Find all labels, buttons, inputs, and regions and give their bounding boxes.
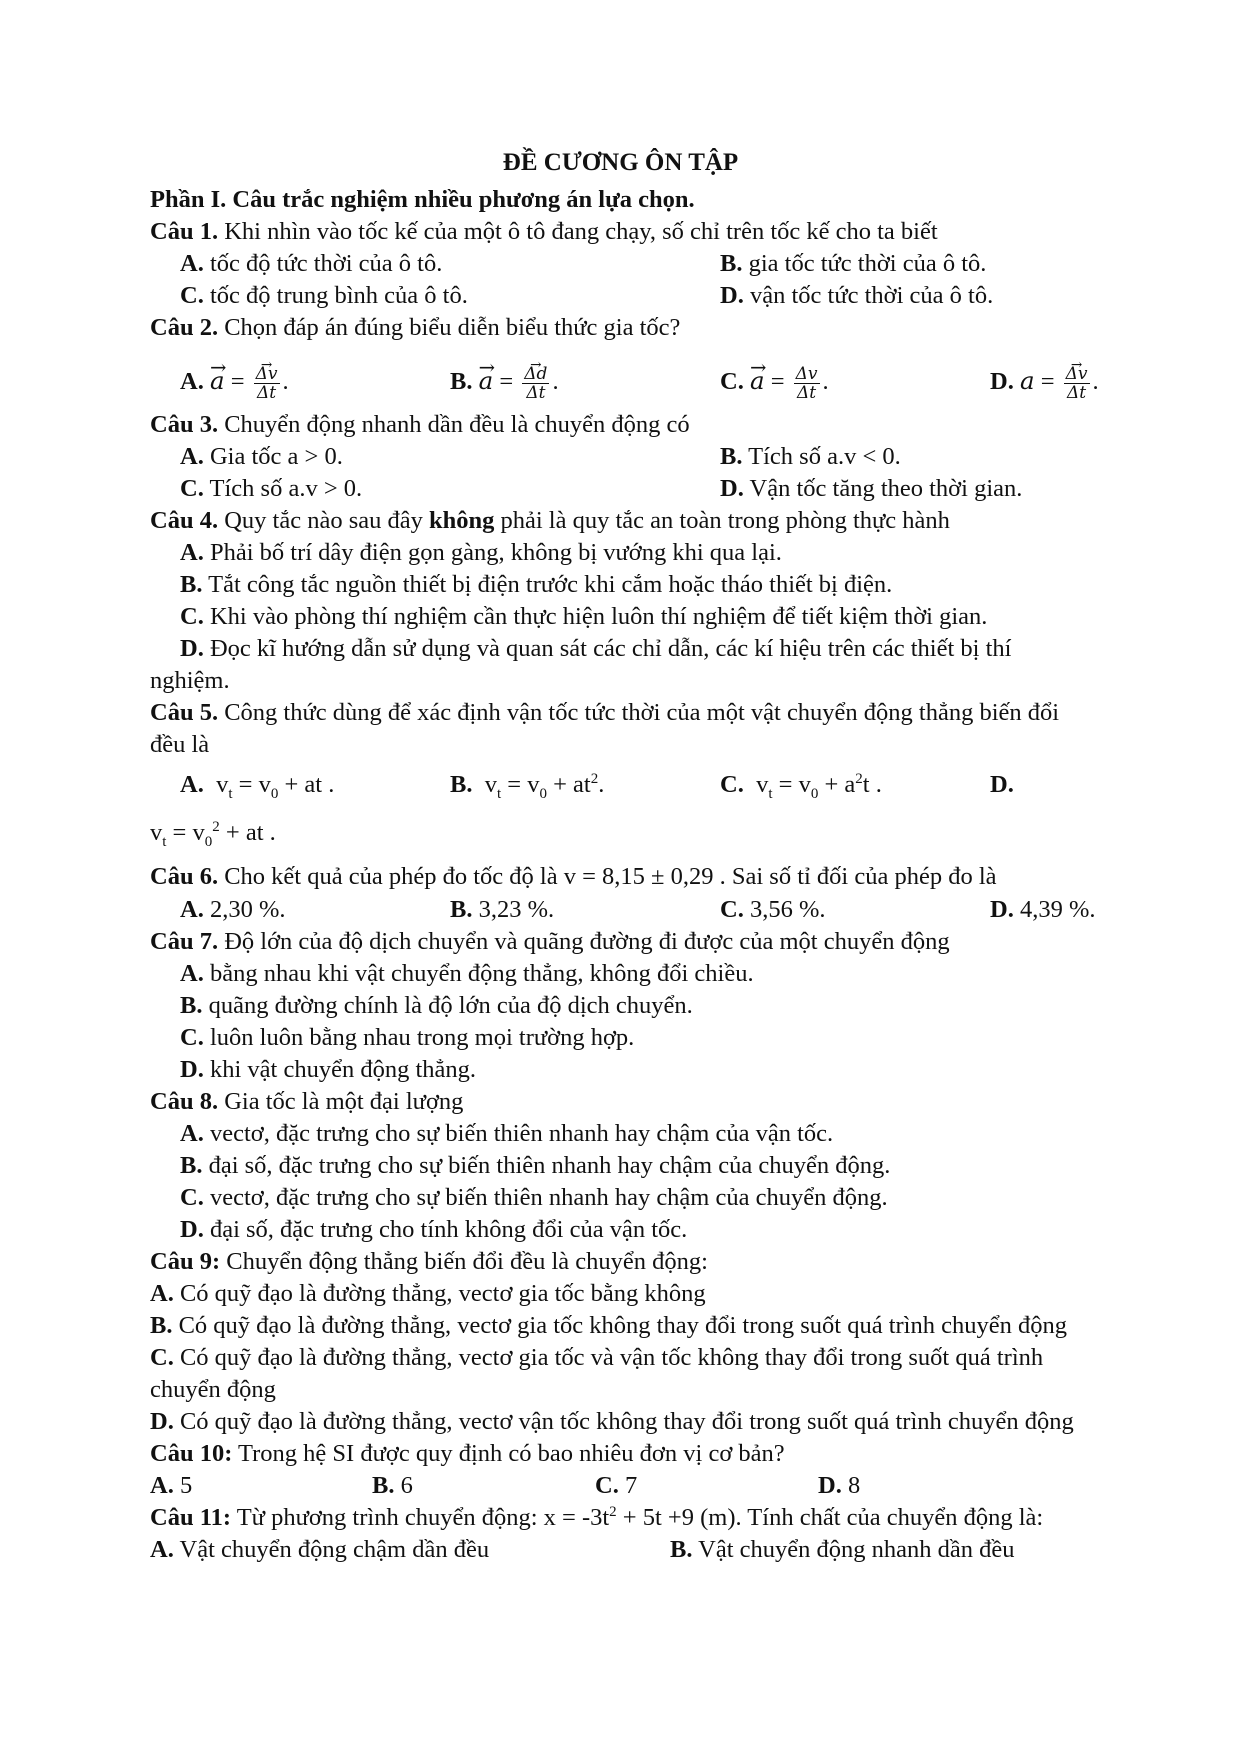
document-title: ĐỀ CƯƠNG ÔN TẬP xyxy=(502,149,739,176)
question-7: Câu 7. Độ lớn của độ dịch chuyển và quãng đường đi được của một chuyển động xyxy=(150,928,950,955)
question-9: Câu 9: Chuyển động thẳng biến đổi đều là chuyển động: xyxy=(150,1248,708,1275)
q1-option-b: B. gia tốc tức thời của ô tô. xyxy=(720,250,987,277)
q5-option-b: B. $v_t = v_0 + at^2$. xyxy=(450,770,605,802)
q5-option-d-formula: $v_t = v_0^2$ + at . xyxy=(150,818,276,850)
q1-option-c: C. tốc độ trung bình của ô tô. xyxy=(180,282,468,309)
question-4: Câu 4. Quy tắc nào sau đây không phải là quy tắc an toàn trong phòng thực hành xyxy=(150,507,950,534)
question-10: Câu 10: Trong hệ SI được quy định có bao nhiêu đơn vị cơ bản? xyxy=(150,1440,785,1467)
q6-option-d: D. 4,39 %. xyxy=(990,896,1096,923)
q8-option-c: C. vectơ, đặc trưng cho sự biến thiên nhanh hay chậm của chuyển động. xyxy=(180,1184,888,1211)
q8-option-a: A. vectơ, đặc trưng cho sự biến thiên nhanh hay chậm của vận tốc. xyxy=(180,1120,834,1147)
q11-option-b: B. Vật chuyển động nhanh dần đều xyxy=(670,1536,1015,1563)
q9-option-c: C. Có quỹ đạo là đường thẳng, vectơ gia tốc và vận tốc không thay đổi trong suốt quá trình xyxy=(150,1344,1044,1371)
q8-option-d: D. đại số, đặc trưng cho tính không đổi của vận tốc. xyxy=(180,1216,688,1243)
question-8: Câu 8. Gia tốc là một đại lượng xyxy=(150,1088,464,1115)
q7-option-a: A. bằng nhau khi vật chuyển động thẳng, không đổi chiều. xyxy=(180,960,754,987)
q1-option-d: D. vận tốc tức thời của ô tô. xyxy=(720,282,994,309)
q9-option-b: B. Có quỹ đạo là đường thẳng, vectơ gia tốc không thay đổi trong suốt quá trình chuyển động xyxy=(150,1312,1067,1339)
q1-option-a: A. tốc độ tức thời của ô tô. xyxy=(180,250,443,277)
q10-option-d: D. 8 xyxy=(818,1472,861,1499)
q4-option-b: B. Tắt công tắc nguồn thiết bị điện trước khi cắm hoặc tháo thiết bị điện. xyxy=(180,571,893,598)
q6-option-c: C. 3,56 %. xyxy=(720,896,826,923)
q2-option-a: A. → a = → $\frac{\Delta v}{\Delta t}$ . xyxy=(180,363,289,402)
q3-option-c: C. Tích số a.v > 0. xyxy=(180,475,363,502)
q7-option-b: B. quãng đường chính là độ lớn của độ dịch chuyển. xyxy=(180,992,693,1019)
q4-option-d-cont: nghiệm. xyxy=(150,667,230,694)
question-1: Câu 1. Khi nhìn vào tốc kế của một ô tô đang chạy, số chỉ trên tốc kế cho ta biết xyxy=(150,218,938,245)
q7-option-d: D. khi vật chuyển động thẳng. xyxy=(180,1056,476,1083)
question-6: Câu 6. Cho kết quả của phép đo tốc độ là v = 8,15 ± 0,29 . Sai số tỉ đối của phép đo là xyxy=(150,863,997,890)
q5-option-c: C. $v_t = v_0 + a^2t$ . xyxy=(720,770,882,802)
q4-option-c: C. Khi vào phòng thí nghiệm cần thực hiện luôn thí nghiệm để tiết kiệm thời gian. xyxy=(180,603,988,630)
q9-option-d: D. Có quỹ đạo là đường thẳng, vectơ vận tốc không thay đổi trong suốt quá trình chuyển động xyxy=(150,1408,1074,1435)
question-2: Câu 2. Chọn đáp án đúng biểu diễn biểu thức gia tốc? xyxy=(150,314,681,341)
q6-option-b: B. 3,23 %. xyxy=(450,896,555,923)
section-heading: Phần I. Câu trắc nghiệm nhiều phương án lựa chọn. xyxy=(150,186,695,213)
q2-option-b: B. → a = → $\frac{\Delta d}{\Delta t}$ . xyxy=(450,363,559,402)
q10-option-a: A. 5 xyxy=(150,1472,193,1499)
question-5-cont: đều là xyxy=(150,731,210,758)
q2-option-d: D. a = → $\frac{\Delta v}{\Delta t}$ . xyxy=(990,363,1099,402)
q4-option-a: A. Phải bố trí dây điện gọn gàng, không bị vướng khi qua lại. xyxy=(180,539,782,566)
q5-option-d: D. xyxy=(990,771,1014,798)
q4-option-d: D. Đọc kĩ hướng dẫn sử dụng và quan sát các chỉ dẫn, các kí hiệu trên các thiết bị thí xyxy=(180,635,1012,662)
q3-option-a: A. Gia tốc a > 0. xyxy=(180,443,343,470)
q3-option-b: B. Tích số a.v < 0. xyxy=(720,443,901,470)
q2-option-c: C. → a = $\frac{\Delta v}{\Delta t}$ . xyxy=(720,363,829,402)
question-11: Câu 11: Từ phương trình chuyển động: $x = -3t^2 + 5t +9$ (m). Tính chất của chuyển động là: xyxy=(150,1503,1044,1531)
q11-option-a: A. Vật chuyển động chậm dần đều xyxy=(150,1536,490,1563)
q8-option-b: B. đại số, đặc trưng cho sự biến thiên nhanh hay chậm của chuyển động. xyxy=(180,1152,891,1179)
question-3: Câu 3. Chuyển động nhanh dần đều là chuyển động có xyxy=(150,411,690,438)
q7-option-c: C. luôn luôn bằng nhau trong mọi trường hợp. xyxy=(180,1024,635,1051)
q5-option-a: A. $v_t = v_0$ + at . xyxy=(180,771,335,802)
q3-option-d: D. Vận tốc tăng theo thời gian. xyxy=(720,475,1023,502)
q9-option-a: A. Có quỹ đạo là đường thẳng, vectơ gia tốc bằng không xyxy=(150,1280,706,1307)
q10-option-c: C. 7 xyxy=(595,1472,638,1499)
q10-option-b: B. 6 xyxy=(372,1472,413,1499)
q9-option-c-cont: chuyển động xyxy=(150,1376,276,1403)
q6-option-a: A. 2,30 %. xyxy=(180,896,286,923)
question-5: Câu 5. Công thức dùng để xác định vận tốc tức thời của một vật chuyển động thẳng biến đổi xyxy=(150,699,1060,726)
